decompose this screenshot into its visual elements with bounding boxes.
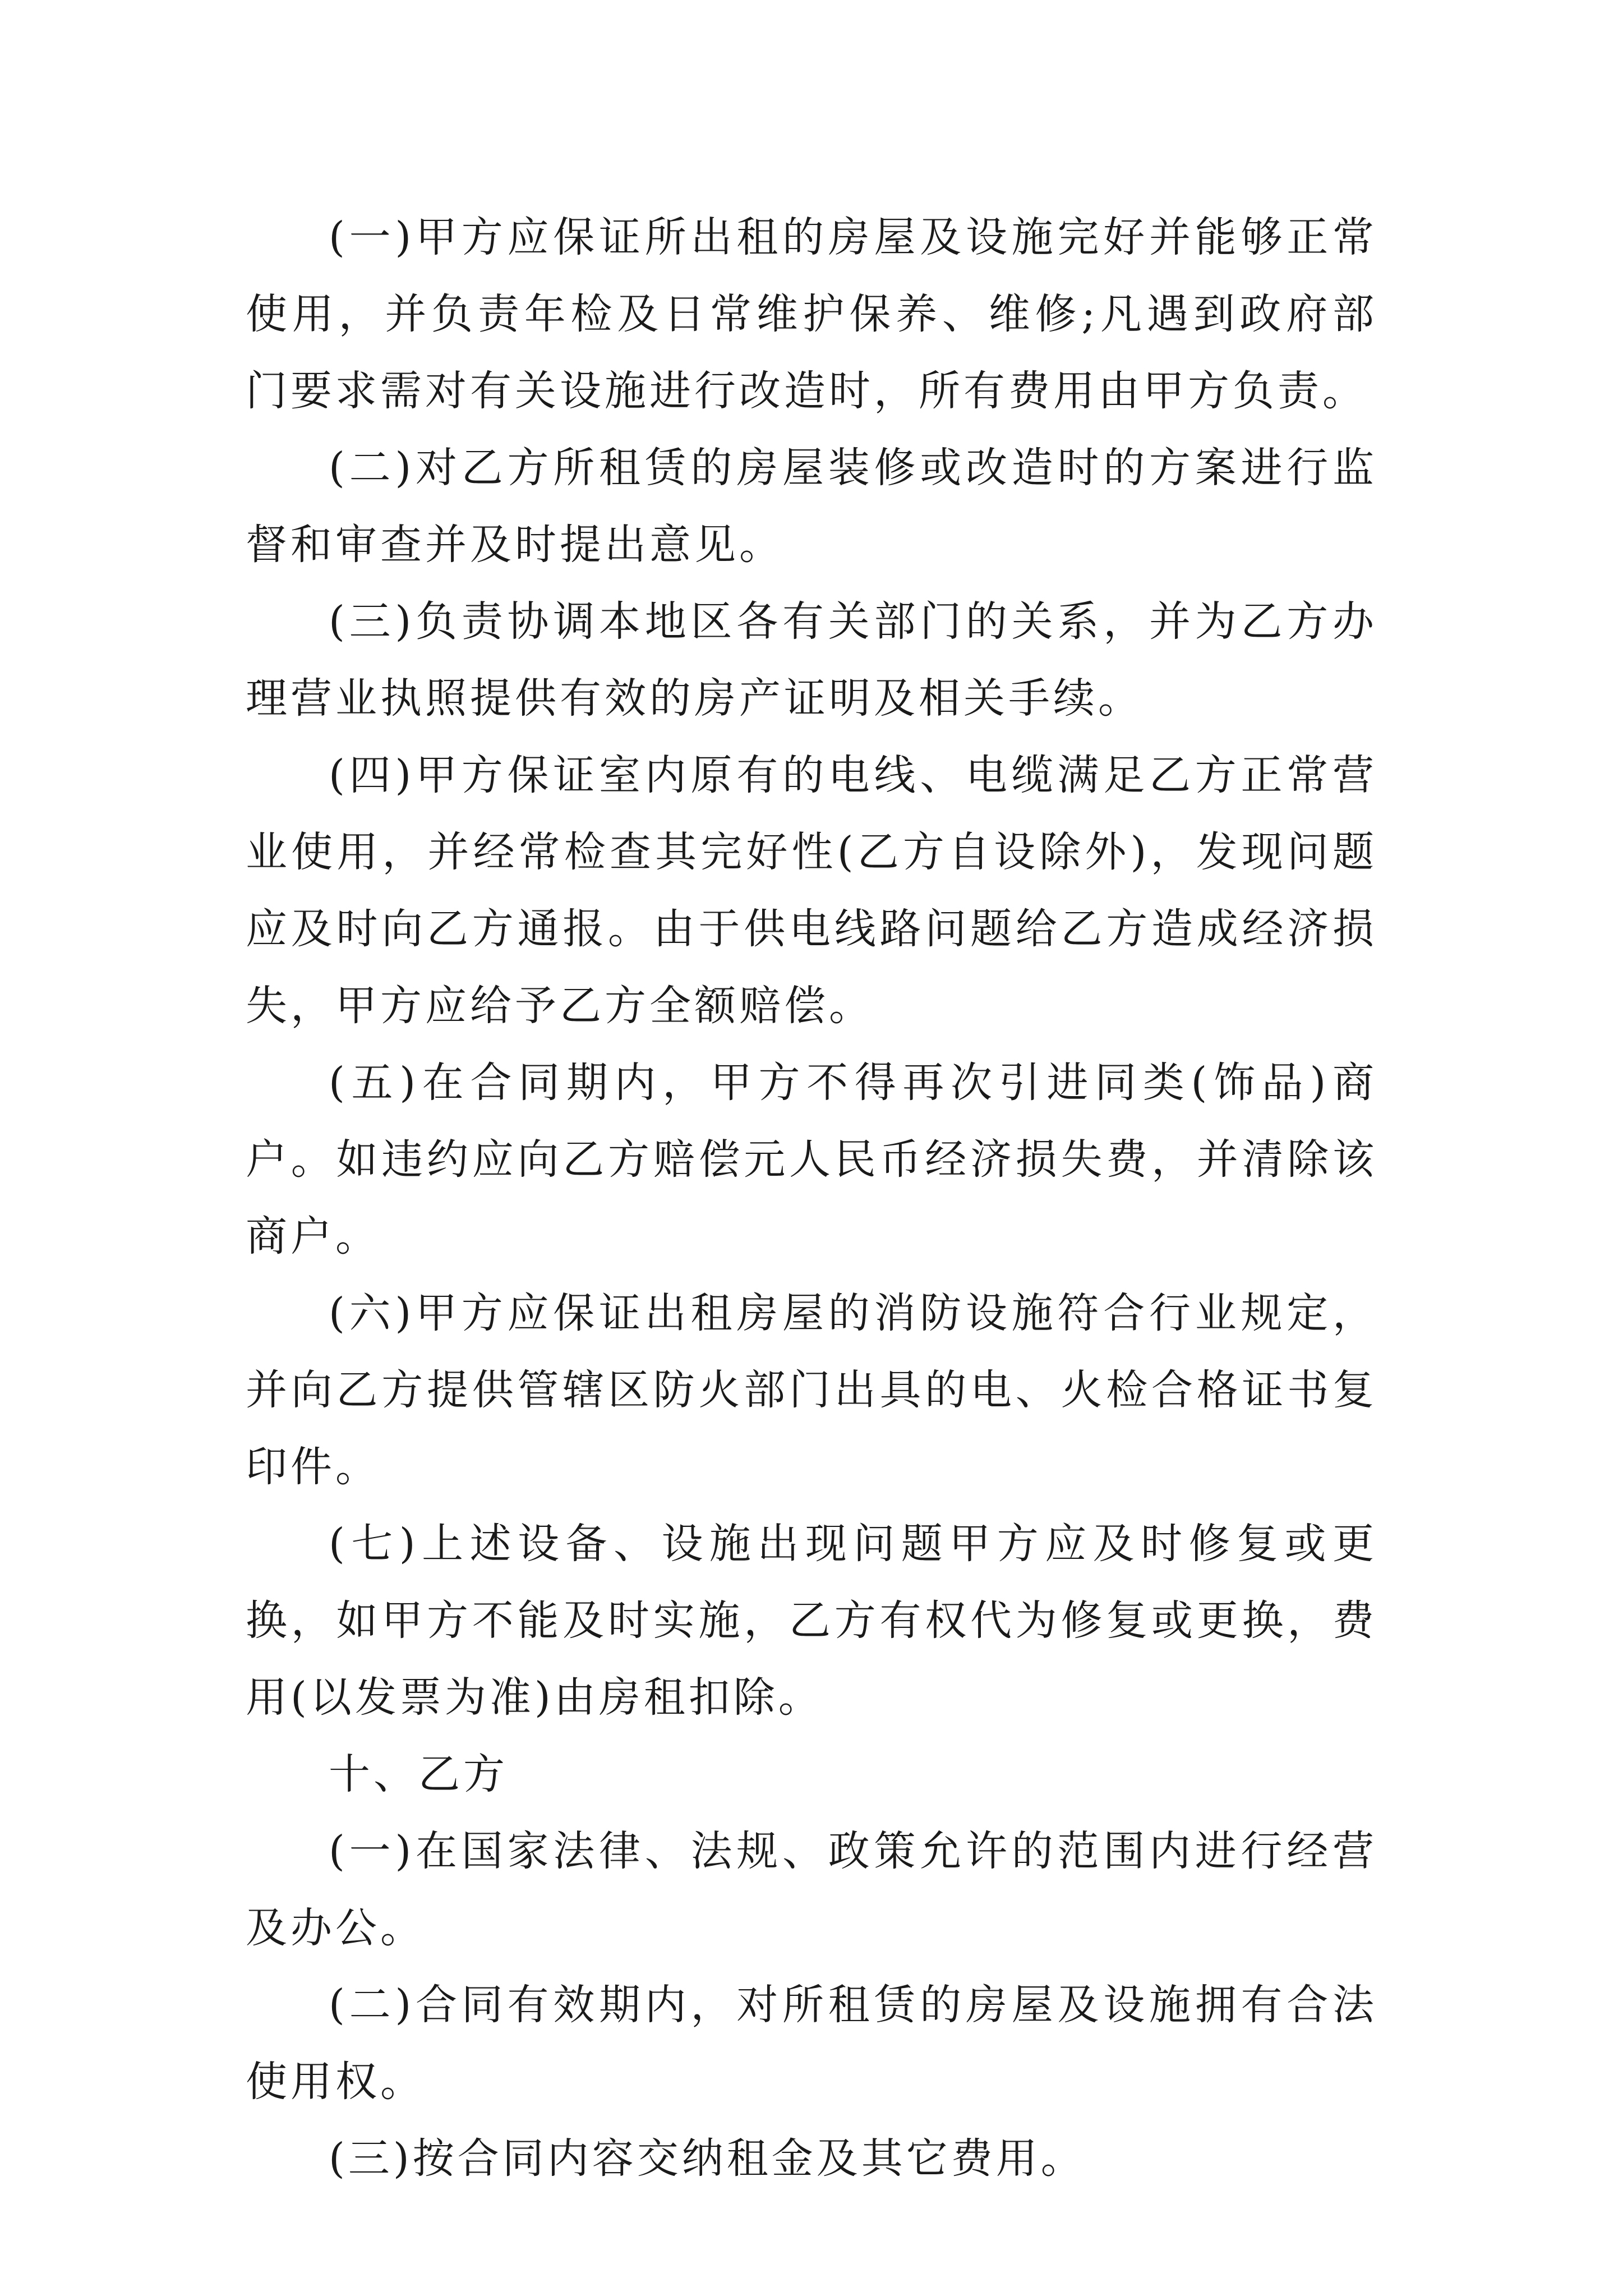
paragraph-landlord-6: (六)甲方应保证出租房屋的消防设施符合行业规定，并向乙方提供管辖区防火部门出具的电、火检合格证书复印件。 [246, 1289, 1377, 1491]
paragraph-landlord-3: (三)负责协调本地区各有关部门的关系，并为乙方办理营业执照提供有效的房产证明及相关手续。 [246, 597, 1377, 723]
paragraph-landlord-5: (五)在合同期内，甲方不得再次引进同类(饰品)商户。如违约应向乙方赔偿元人民币经济损失费，并清除该商户。 [246, 1059, 1377, 1260]
paragraph-landlord-1: (一)甲方应保证所出租的房屋及设施完好并能够正常使用，并负责年检及日常维护保养、维修;凡遇到政府部门要求需对有关设施进行改造时，所有费用由甲方负责。 [246, 213, 1377, 415]
section-heading-tenant: 十、乙方 [329, 1750, 508, 1798]
paragraph-tenant-1: (一)在国家法律、法规、政策允许的范围内进行经营及办公。 [246, 1827, 1377, 1952]
paragraph-landlord-2: (二)对乙方所租赁的房屋装修或改造时的方案进行监督和审查并及时提出意见。 [246, 444, 1377, 569]
paragraph-landlord-4: (四)甲方保证室内原有的电线、电缆满足乙方正常营业使用，并经常检查其完好性(乙方自设除外)，发现问题应及时向乙方通报。由于供电线路问题给乙方造成经济损失，甲方应给予乙方全额赔偿。 [246, 751, 1377, 1030]
document-body [246, 199, 1377, 2197]
paragraph-tenant-2: (二)合同有效期内，对所租赁的房屋及设施拥有合法使用权。 [246, 1981, 1377, 2106]
paragraph-tenant-3: (三)按合同内容交纳租金及其它费用。 [329, 2134, 1086, 2183]
paragraph-landlord-7: (七)上述设备、设施出现问题甲方应及时修复或更换，如甲方不能及时实施，乙方有权代为修复或更换，费用(以发票为准)由房租扣除。 [246, 1520, 1377, 1722]
